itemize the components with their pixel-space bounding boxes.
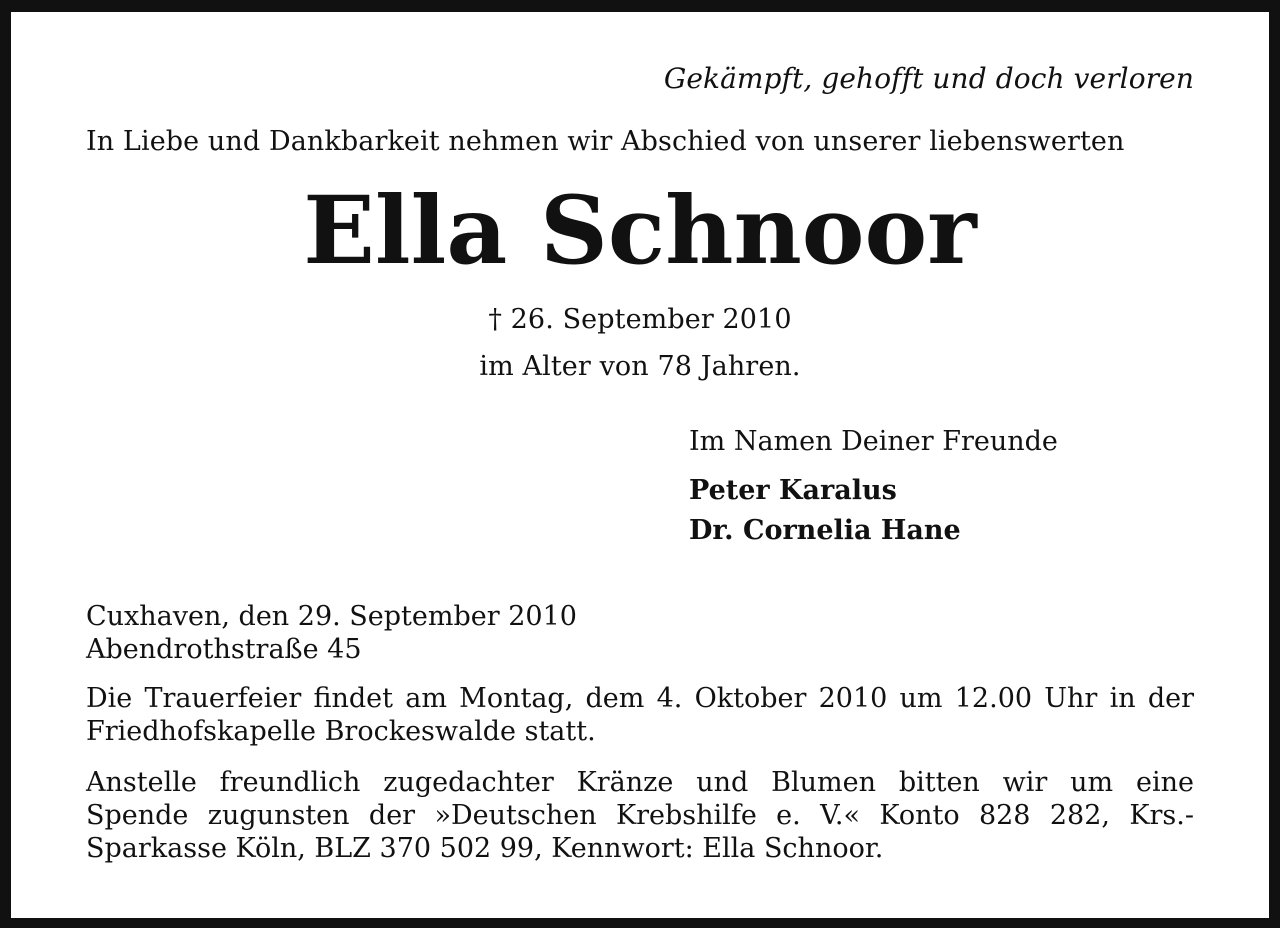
donation-line: Spende zugunsten der »Deutschen Krebshilfe e. V.« Konto 828 282, Krs.-: [86, 800, 1194, 831]
funeral-line: Die Trauerfeier findet am Montag, dem 4. Oktober 2010 um 12.00 Uhr in der: [86, 683, 1194, 714]
age-line: im Alter von 78 Jahren.: [479, 351, 801, 382]
donation-line: Anstelle freundlich zugedachter Kränze und Blumen bitten wir um eine: [86, 767, 1194, 798]
death-date: † 26. September 2010: [488, 304, 792, 335]
funeral-line: Friedhofskapelle Brockeswalde statt.: [86, 716, 596, 747]
signer-name: Dr. Cornelia Hane: [689, 515, 961, 546]
donation-line: Sparkasse Köln, BLZ 370 502 99, Kennwort: Ella Schnoor.: [86, 833, 884, 864]
funeral-paragraph: [86, 682, 1194, 748]
place-date-line: Cuxhaven, den 29. September 2010: [86, 601, 577, 632]
donation-paragraph: [86, 766, 1194, 865]
on-behalf-text: Im Namen Deiner Freunde: [689, 426, 1058, 457]
motto: Gekämpft, gehofft und doch verloren: [663, 62, 1194, 95]
deceased-name: Ella Schnoor: [303, 176, 977, 286]
place-date-block: [86, 600, 1194, 666]
address-line: Abendrothstraße 45: [86, 634, 362, 665]
intro-text: In Liebe und Dankbarkeit nehmen wir Abschied von unserer liebenswerten: [86, 126, 1125, 157]
signer-name: Peter Karalus: [689, 475, 897, 506]
